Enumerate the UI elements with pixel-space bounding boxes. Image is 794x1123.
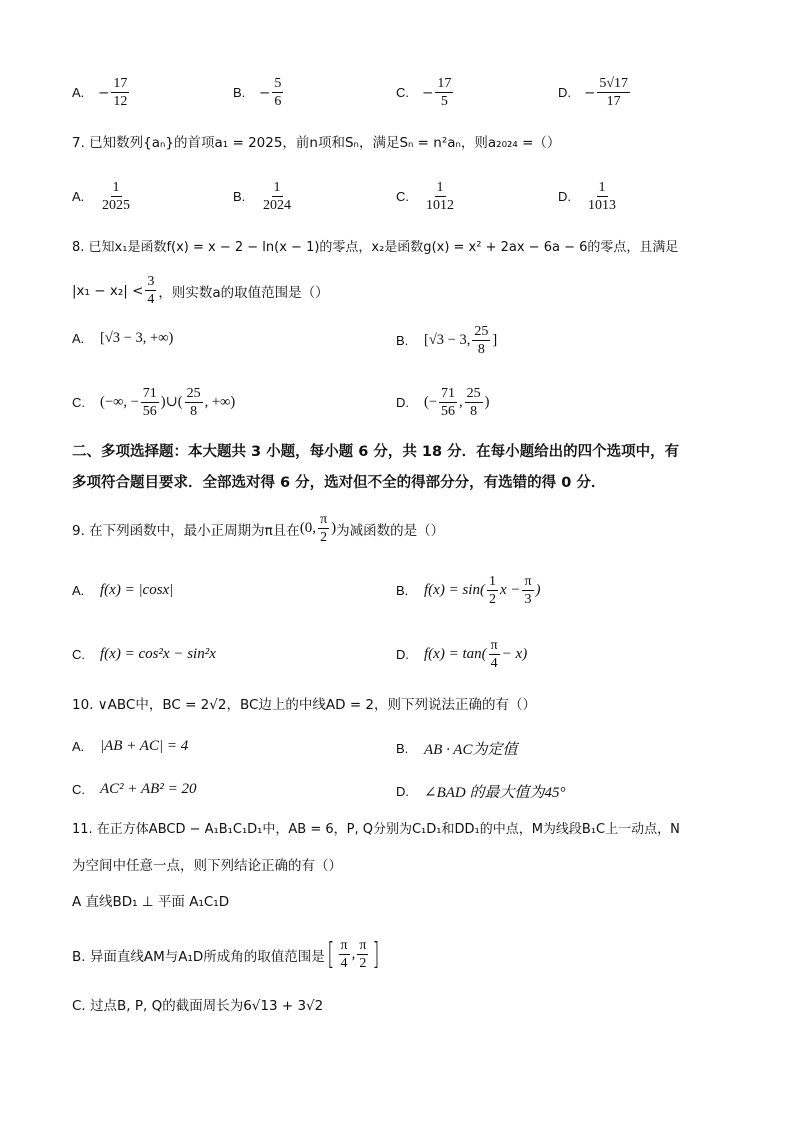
fraction: $\frac{71}{56}$ (441, 386, 456, 420)
option-label: A. (72, 583, 85, 598)
option-label: D. (396, 784, 409, 799)
option-label: A. (72, 189, 85, 205)
q9-stem: 9. 在下列函数中，最小正周期为π且在 (0, $\frac{\pi}{2}$ ) 为减函数的是（） (72, 512, 445, 546)
option-label: C. (72, 647, 85, 662)
fraction: $\frac{71}{56}$ (142, 386, 157, 420)
q8-stem-line1: 8. 已知x₁是函数f(x) = x − 2 − ln(x − 1)的零点，x₂是函数g(x) = x² + 2ax − 6a − 6的零点，且满足 (72, 240, 679, 255)
fraction: $\frac{1}{1012}$ (426, 180, 454, 214)
option-text: AC² + AB² = 20 (100, 781, 197, 797)
q6-option-a[interactable] (72, 76, 131, 110)
minus-sign: − (584, 84, 596, 101)
q11-stem-line1: 11. 在正方体ABCD − A₁B₁C₁D₁中，AB = 6，P, Q分别为C₁D₁和DD₁的中点，M为线段B₁C上一动点，N (72, 822, 680, 837)
q6-option-c[interactable] (396, 76, 455, 110)
right-bracket: ] (372, 936, 380, 972)
q8-option-b[interactable]: B. [√3 − 3, $\frac{25}{8}$ ] (396, 324, 498, 358)
option-text: ∠BAD 的最大值为45° (424, 785, 566, 801)
q7-option-d[interactable] (558, 180, 620, 214)
option-label: A. (72, 331, 85, 346)
fraction: $\frac{\pi}{4}$ (490, 638, 498, 672)
fraction: $\frac{\pi}{2}$ (320, 512, 328, 546)
fraction: $\frac{1}{2025}$ (102, 180, 130, 214)
section-2-heading-line1: 二、多项选择题：本大题共 3 小题，每小题 6 分，共 18 分．在每小题给出的四个选项中，有 (72, 444, 680, 460)
option-label: D. (558, 85, 571, 101)
option-text: AB · AC为定值 (424, 742, 518, 758)
q11-stem-line2: 为空间中任意一点，则下列结论正确的有（） (72, 858, 342, 874)
fraction: $\frac{17}{12}$ (113, 76, 128, 110)
q8-option-c[interactable]: C. (−∞, − $\frac{71}{56}$ )∪( $\frac{25}{8}$ , +∞) (72, 386, 236, 420)
fraction: $\frac{\pi}{4}$ (340, 938, 348, 972)
option-label: B. (396, 583, 409, 599)
q10-option-b[interactable] (396, 738, 517, 759)
option-label: B. (233, 85, 246, 101)
fraction: $\frac{1}{1013}$ (588, 180, 616, 214)
option-label: C. (396, 85, 409, 101)
q7-option-a[interactable] (72, 180, 134, 214)
q7-option-b[interactable] (233, 180, 295, 214)
minus-sign: − (259, 84, 271, 101)
fraction: $\frac{17}{5}$ (437, 76, 452, 110)
option-text: |AB + AC| = 4 (100, 738, 189, 754)
fraction: $\frac{25}{8}$ (474, 324, 489, 358)
option-text: f(x) = |cosx| (100, 582, 174, 598)
fraction: $\frac{3}{4}$ (147, 274, 155, 308)
option-text: f(x) = cos²x − sin²x (100, 646, 216, 662)
q8-option-d[interactable]: D. (− $\frac{71}{56}$ , $\frac{25}{8}$ ) (396, 386, 490, 420)
fraction: $\frac{1}{2}$ (488, 574, 496, 608)
q6-option-b[interactable] (233, 76, 285, 110)
option-label: A. (72, 739, 85, 754)
fraction: $\frac{\pi}{2}$ (359, 938, 367, 972)
q9-option-a[interactable] (72, 582, 173, 599)
q10-option-a[interactable] (72, 738, 188, 755)
q9-option-c[interactable] (72, 646, 216, 663)
q8-option-a[interactable] (72, 330, 173, 347)
option-label: D. (396, 395, 409, 411)
q6-option-d[interactable] (558, 76, 632, 110)
option-label: B. (396, 741, 409, 756)
fraction: $\frac{5}{6}$ (274, 76, 282, 110)
option-text: [√3 − 3, +∞) (100, 330, 174, 346)
q11-option-a[interactable]: A 直线BD₁ ⊥ 平面 A₁C₁D (72, 894, 230, 910)
option-label: B. (233, 189, 246, 205)
minus-sign: − (422, 84, 434, 101)
fraction: $\frac{5√17}{17}$ (599, 76, 628, 110)
fraction: $\frac{\pi}{3}$ (524, 574, 532, 608)
q9-option-d[interactable]: D. f(x) = tan( $\frac{\pi}{4}$ − x) (396, 638, 528, 672)
fraction: $\frac{25}{8}$ (466, 386, 481, 420)
q11-option-c[interactable]: C. 过点B, P, Q的截面周长为6√13 + 3√2 (72, 998, 324, 1014)
option-label: D. (396, 647, 409, 663)
q7-stem: 7. 已知数列{aₙ}的首项a₁ = 2025，前n项和Sₙ，满足Sₙ = n²aₙ，则a₂₀₂₄ =（） (72, 135, 561, 151)
option-label: C. (396, 189, 409, 205)
option-label: D. (558, 189, 571, 205)
q10-stem: 10. ∨ABC中，BC = 2√2，BC边上的中线AD = 2，则下列说法正确的有（） (72, 697, 537, 713)
fraction: $\frac{25}{8}$ (186, 386, 201, 420)
option-label: C. (72, 782, 85, 797)
option-label: B. (396, 333, 409, 349)
option-label: A. (72, 85, 85, 101)
section-2-heading-line2: 多项符合题目要求．全部选对得 6 分，选对但不全的得部分分，有选错的得 0 分． (72, 475, 606, 491)
q10-option-d[interactable] (396, 781, 565, 802)
q11-option-b[interactable]: B. 异面直线AM与A₁D所成角的取值范围是 [ $\frac{\pi}{4}$ , $\frac{\pi}{2}$ ] (72, 936, 380, 972)
q9-option-b[interactable]: B. f(x) = sin( $\frac{1}{2}$ x − $\frac{\pi}{3}$ ) (396, 574, 541, 608)
q8-stem-line2: |x₁ − x₂| < $\frac{3}{4}$ ，则实数a的取值范围是（） (72, 274, 329, 308)
minus-sign: − (98, 84, 110, 101)
q7-option-c[interactable] (396, 180, 458, 214)
fraction: $\frac{1}{2024}$ (263, 180, 291, 214)
left-bracket: [ (327, 936, 335, 972)
q10-option-c[interactable] (72, 781, 196, 798)
option-label: C. (72, 395, 85, 411)
